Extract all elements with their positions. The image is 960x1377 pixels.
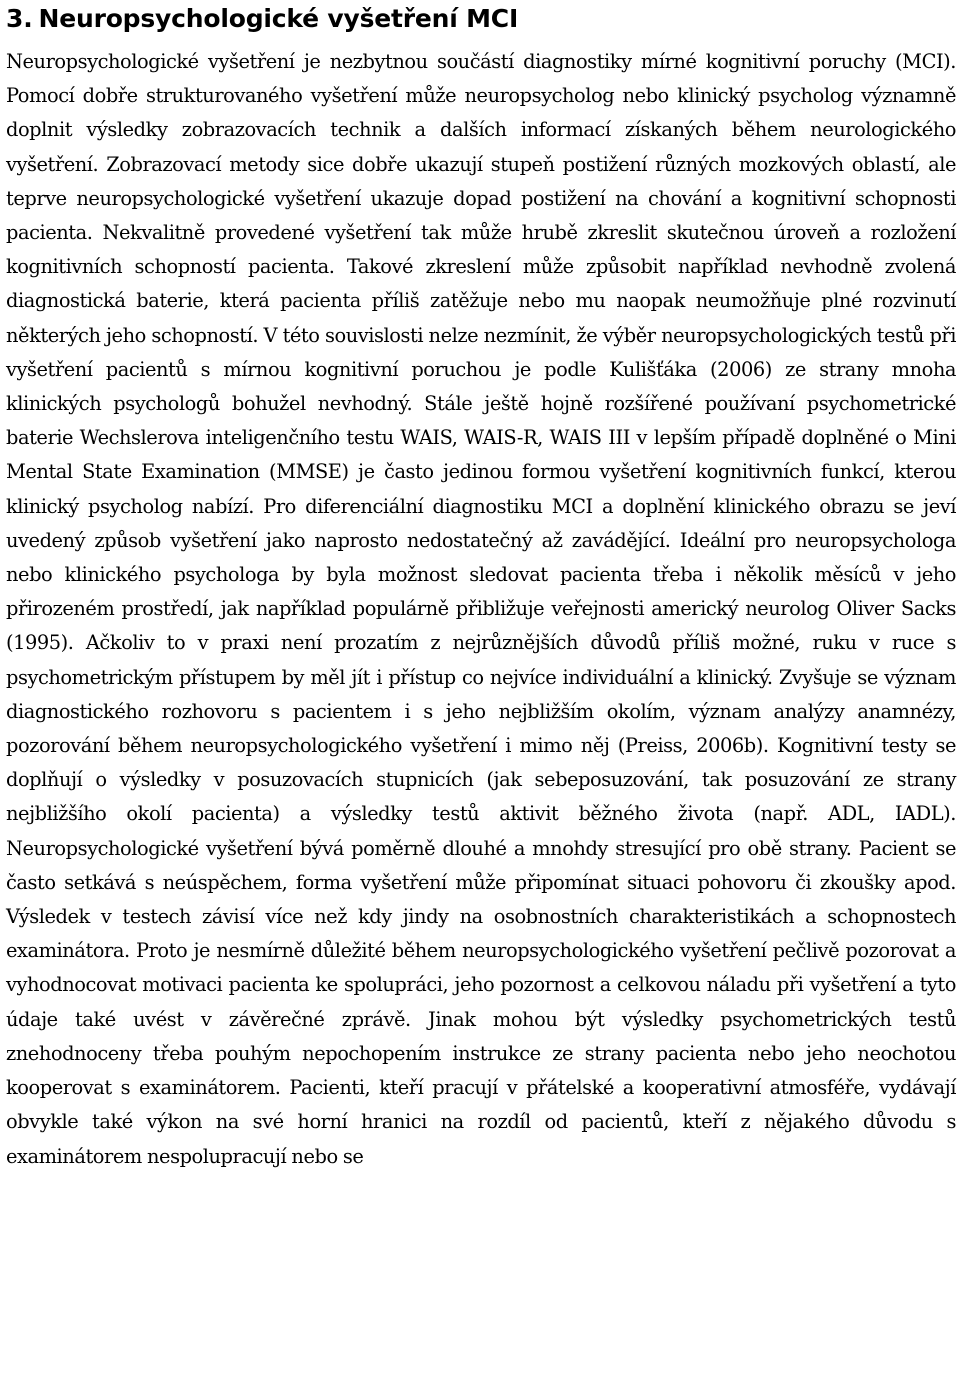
section-number: 3. <box>6 4 33 33</box>
body-paragraph: Neuropsychologické vyšetření je nezbytnou součástí diagnostiky mírné kognitivní poruchy (MCI). Pomocí dobře strukturovaného vyšetření může neuropsycholog nebo klinický psycholog významně doplnit výsledky zobrazovacích technik a dalších informací získaných během neurologického vyšetření. Zobrazovací metody sice dobře ukazují stupeň postižení různých mozkových oblastí, ale teprve neuropsychologické vyšetření ukazuje dopad postižení na chování a kognitivní schopnosti pacienta. Nekvalitně provedené vyšetření tak může hrubě zkreslit skutečnou úroveň a rozložení kognitivních schopností pacienta. Takové zkreslení může způsobit například nevhodně zvolená diagnostická baterie, která pacienta příliš zatěžuje nebo mu naopak neumožňuje plné rozvinutí některých jeho schopností. V této souvislosti nelze nezmínit, že výběr neuropsychologických testů při vyšetření pacientů s mírnou kognitivní poruchou je podle Kulišťáka (2006) ze strany mnoha klinických psychologů bohužel nevhodný. Stále ještě hojně rozšířené používaní psychometrické baterie Wechslerova inteligenčního testu WAIS, WAIS-R, WAIS III v lepším případě doplněné o Mini Mental State Examination (MMSE) je často jedinou formou vyšetření kognitivních funkcí, kterou klinický psycholog nabízí. Pro diferenciální diagnostiku MCI a doplnění klinického obrazu se jeví uvedený způsob vyšetření jako naprosto nedostatečný až zavádějící. Ideální pro neuropsychologa nebo klinického psychologa by byla možnost sledovat pacienta třeba i několik měsíců v jeho přirozeném prostředí, jak například populárně přibližuje veřejnosti americký neurolog Oliver Sacks (1995). Ačkoliv to v praxi není prozatím z nejrůznějších důvodů příliš možné, ruku v ruce s psychometrickým přístupem by měl jít i přístup co nejvíce individuální a klinický. Zvyšuje se význam diagnostického rozhovoru s pacientem i s jeho nejbližším okolím, význam analýzy anamnézy, pozorování během neuropsychologického vyšetření i mimo něj (Preiss, 2006b). Kognitivní testy se doplňují o výsledky v posuzovacích stupnicích (jak sebeposuzování, tak posuzování ze strany nejbližšího okolí pacienta) a výsledky testů aktivit běžného života (např. ADL, IADL). Neuropsychologické vyšetření bývá poměrně dlouhé a mnohdy stresující pro obě strany. Pacient se často setkává s neúspěchem, forma vyšetření může připomínat situaci pohovoru či zkoušky apod. Výsledek v testech závisí více než kdy jindy na osobnostních charakteristikách a schopnostech examinátora. Proto je nesmírně důležité během neuropsychologického vyšetření pečlivě pozorovat a vyhodnocovat motivaci pacienta ke spolupráci, jeho pozornost a celkovou náladu při vyšetření a tyto údaje také uvést v závěrečné zprávě. Jinak mohou být výsledky psychometrických testů znehodnoceny třeba pouhým nepochopením instrukce ze strany pacienta nebo jeho neochotou kooperovat s examinátorem. Pacienti, kteří pracují v přátelské a kooperativní atmosféře, vydávají obvykle také výkon na své horní hranici na rozdíl od pacientů, kteří z nějakého důvodu s examinátorem nespolupracují nebo se <box>6 50 956 1168</box>
section-title: Neuropsychologické vyšetření MCI <box>38 4 519 33</box>
section-heading <box>6 0 956 36</box>
